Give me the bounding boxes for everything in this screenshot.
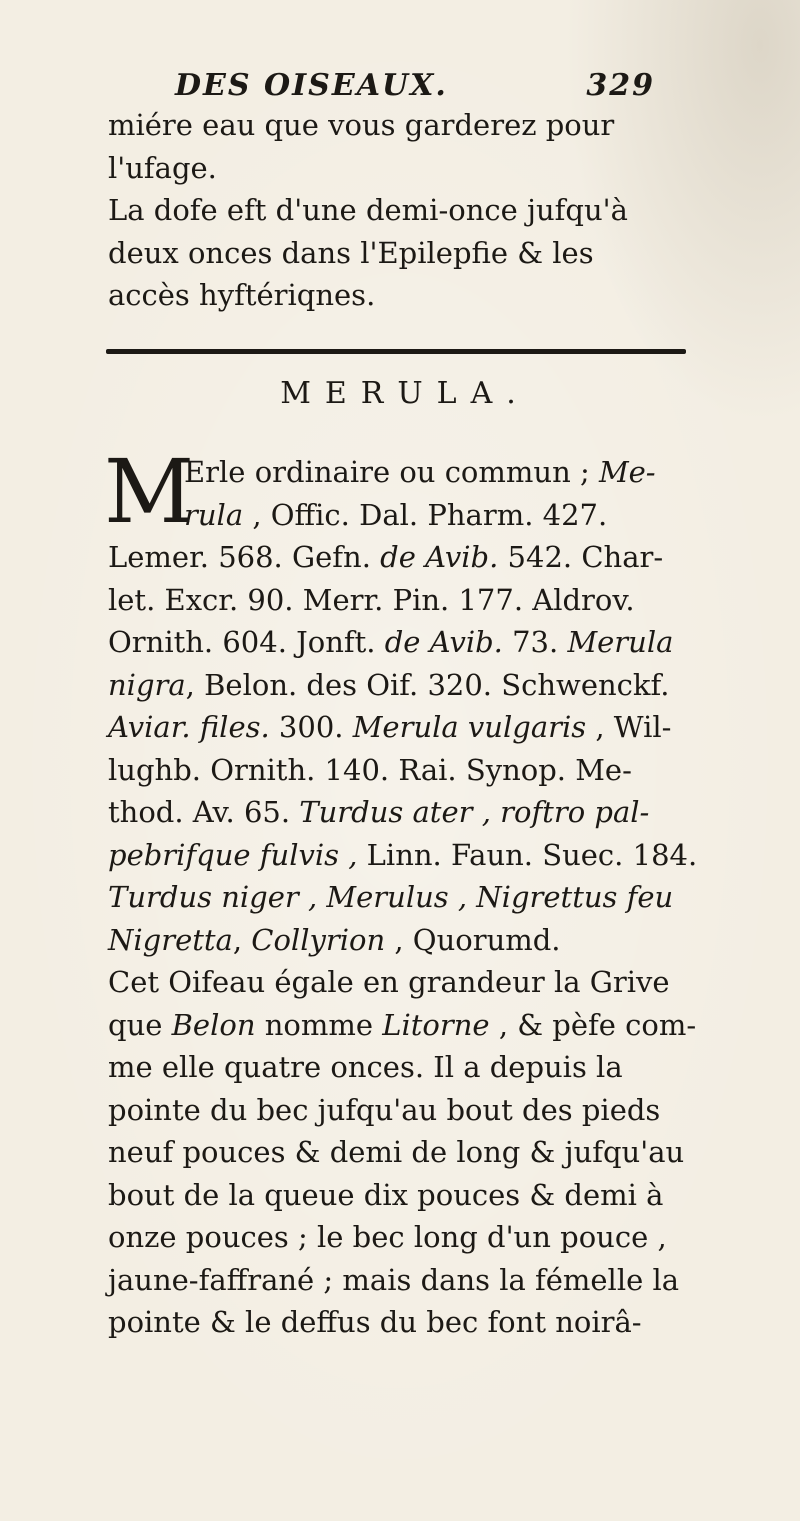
- italic-text: Turdus ater , roftro pal-: [299, 795, 650, 829]
- drop-cap: M: [104, 440, 195, 543]
- italic-text: Merula vulgaris: [352, 710, 587, 744]
- text-line: miére eau que vous garderez pour: [108, 108, 615, 142]
- text-line: [184, 451, 694, 494]
- text-line: [108, 749, 688, 792]
- text-line: accès hyftériqnes.: [108, 278, 376, 312]
- article-body: [108, 536, 698, 1344]
- running-head: [175, 68, 655, 108]
- text-line: [108, 919, 688, 962]
- text-line: [108, 706, 688, 749]
- text-run: Linn. Faun. Suec. 184.: [357, 837, 698, 872]
- text-line: [108, 1131, 688, 1174]
- text-line: [108, 961, 688, 1004]
- text-line: [108, 664, 688, 707]
- section-title: MERULA.: [280, 376, 530, 411]
- text-line: [108, 876, 688, 919]
- italic-text: pebrifque fulvis ,: [108, 837, 358, 872]
- text-run: let. Excr. 90. Merr. Pin. 177. Aldrov.: [108, 582, 635, 617]
- article-opening-lines: [184, 451, 694, 536]
- text-line: [184, 494, 694, 537]
- text-line: [108, 834, 698, 877]
- text-run: neuf pouces & demi de long & jufqu'au: [108, 1135, 685, 1169]
- text-line: [108, 1004, 697, 1047]
- text-run: Ornith. 604. Jonft.: [108, 625, 385, 659]
- text-run: , Quorumd.: [385, 922, 561, 957]
- text-line: La dofe eft d'une demi-once jufqu'à: [108, 193, 628, 227]
- running-head-title: DES OISEAUX.: [175, 68, 448, 103]
- italic-text: de Avib.: [380, 540, 499, 574]
- italic-text: Me-: [598, 455, 656, 489]
- text-line: [108, 1301, 688, 1344]
- italic-text: Litorne: [382, 1007, 490, 1042]
- text-run: 300.: [269, 710, 353, 744]
- text-run: 542. Char-: [498, 540, 664, 574]
- text-run: pointe & le deffus du bec font noirâ-: [108, 1305, 642, 1339]
- text-line: [108, 1046, 688, 1089]
- text-run: 73.: [502, 625, 568, 659]
- italic-text: Belon: [171, 1007, 256, 1042]
- text-run: , Belon. des Oif. 320. Schwenckf.: [185, 667, 670, 702]
- italic-text: rula: [184, 497, 244, 532]
- text-run: que: [108, 1007, 172, 1042]
- italic-text: Merula: [567, 625, 674, 659]
- text-run: Cet Oifeau égale en grandeur la Grive: [108, 965, 670, 999]
- text-run: , Wil-: [586, 710, 672, 744]
- text-run: me elle quatre onces. Il a depuis la: [108, 1050, 623, 1084]
- text-line: [108, 1089, 688, 1132]
- text-line: [108, 1174, 688, 1217]
- text-run: ,: [232, 922, 252, 957]
- text-run: , & pèfe com-: [489, 1007, 697, 1042]
- text-run: Lemer. 568. Gefn.: [108, 540, 381, 574]
- italic-text: Aviar. files.: [108, 710, 270, 744]
- italic-text: Collyrion: [251, 922, 386, 957]
- text-run: Erle ordinaire ou commun ;: [184, 455, 599, 489]
- text-line: deux onces dans l'Epilepfie & les: [108, 235, 594, 270]
- text-run: thod. Av. 65.: [108, 795, 300, 829]
- italic-text: Turdus niger , Merulus , Nigrettus feu: [108, 880, 674, 914]
- text-run: , Offic. Dal. Pharm. 427.: [243, 497, 608, 532]
- text-line: [108, 1259, 688, 1302]
- text-run: jaune-faffrané ; mais dans la fémelle la: [108, 1262, 680, 1297]
- text-line: [108, 1216, 688, 1259]
- italic-text: Nigretta: [108, 922, 233, 957]
- top-paragraph: [108, 104, 688, 317]
- text-run: pointe du bec jufqu'au bout des pieds: [108, 1092, 661, 1127]
- italic-text: nigra: [108, 667, 186, 702]
- text-line: [108, 579, 688, 622]
- text-run: bout de la queue dix pouces & demi à: [108, 1177, 664, 1212]
- text-line: [108, 536, 688, 579]
- italic-text: de Avib.: [384, 625, 503, 659]
- page-number: 329: [586, 68, 655, 103]
- text-line: [108, 791, 688, 834]
- text-run: nomme: [255, 1007, 383, 1042]
- text-run: onze pouces ; le bec long d'un pouce ,: [108, 1220, 667, 1254]
- text-line: l'ufage.: [108, 150, 217, 185]
- section-divider-rule: [106, 349, 686, 354]
- text-line: [108, 621, 688, 664]
- text-run: lughb. Ornith. 140. Rai. Synop. Me-: [108, 752, 632, 787]
